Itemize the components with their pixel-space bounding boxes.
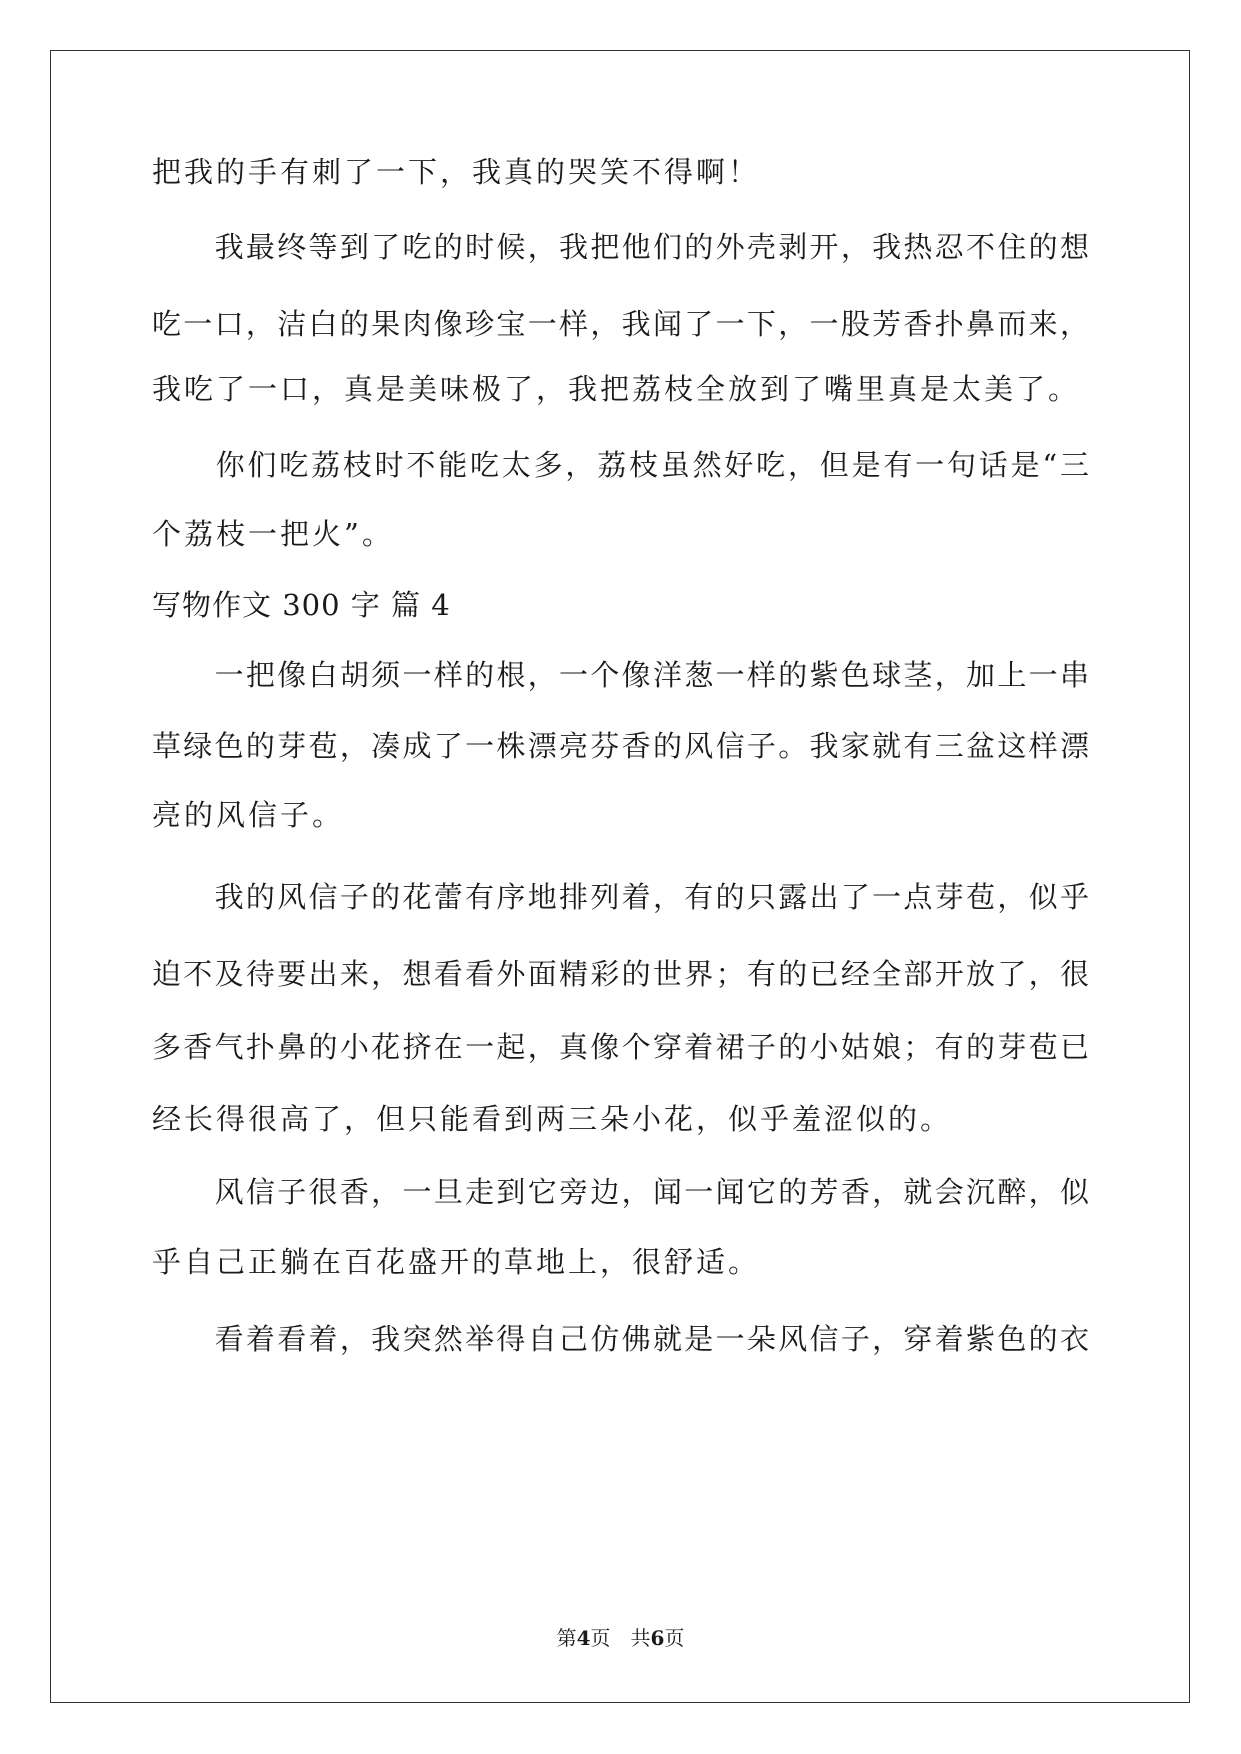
total-pages-number: 6 [650,1626,665,1650]
text-line: 把我的手有刺了一下，我真的哭笑不得啊！ [152,155,761,189]
page-footer [0,1626,1241,1650]
text-line: 一把像白胡须一样的根，一个像洋葱一样的紫色球茎，加上一串 [152,658,1089,692]
footer-suffix: 页 [664,1626,685,1650]
text-line: 我吃了一口，真是美味极了，我把荔枝全放到了嘴里真是太美了。 [152,372,1081,406]
text-line: 吃一口，洁白的果肉像珍宝一样，我闻了一下，一股芳香扑鼻而来， [152,307,1089,341]
section-heading: 写物作文 300 字 篇 4 [152,588,451,622]
text-line: 迫不及待要出来，想看看外面精彩的世界；有的已经全部开放了，很 [152,957,1089,991]
text-line: 你们吃荔枝时不能吃太多，荔枝虽然好吃，但是有一句话是“三 [152,448,1089,482]
text-line: 看着看着，我突然举得自己仿佛就是一朵风信子，穿着紫色的衣 [152,1322,1089,1356]
footer-prefix: 第 [556,1626,577,1650]
text-line: 亮的风信子。 [152,798,345,832]
text-line: 多香气扑鼻的小花挤在一起，真像个穿着裙子的小姑娘；有的芽苞已 [152,1030,1089,1064]
current-page-number: 4 [576,1626,591,1650]
text-line: 草绿色的芽苞，凑成了一株漂亮芬香的风信子。我家就有三盆这样漂 [152,729,1089,763]
text-line: 个荔枝一把火”。 [152,517,394,551]
text-line: 经长得很高了，但只能看到两三朵小花，似乎羞涩似的。 [152,1102,953,1136]
footer-middle: 页 共 [590,1626,651,1650]
text-line: 我最终等到了吃的时候，我把他们的外壳剥开，我热忍不住的想 [152,230,1089,264]
page-border [50,50,1190,1703]
text-line: 风信子很香，一旦走到它旁边，闻一闻它的芳香，就会沉醉，似 [152,1175,1089,1209]
text-line: 我的风信子的花蕾有序地排列着，有的只露出了一点芽苞，似乎 [152,880,1089,914]
text-line: 乎自己正躺在百花盛开的草地上，很舒适。 [152,1245,761,1279]
